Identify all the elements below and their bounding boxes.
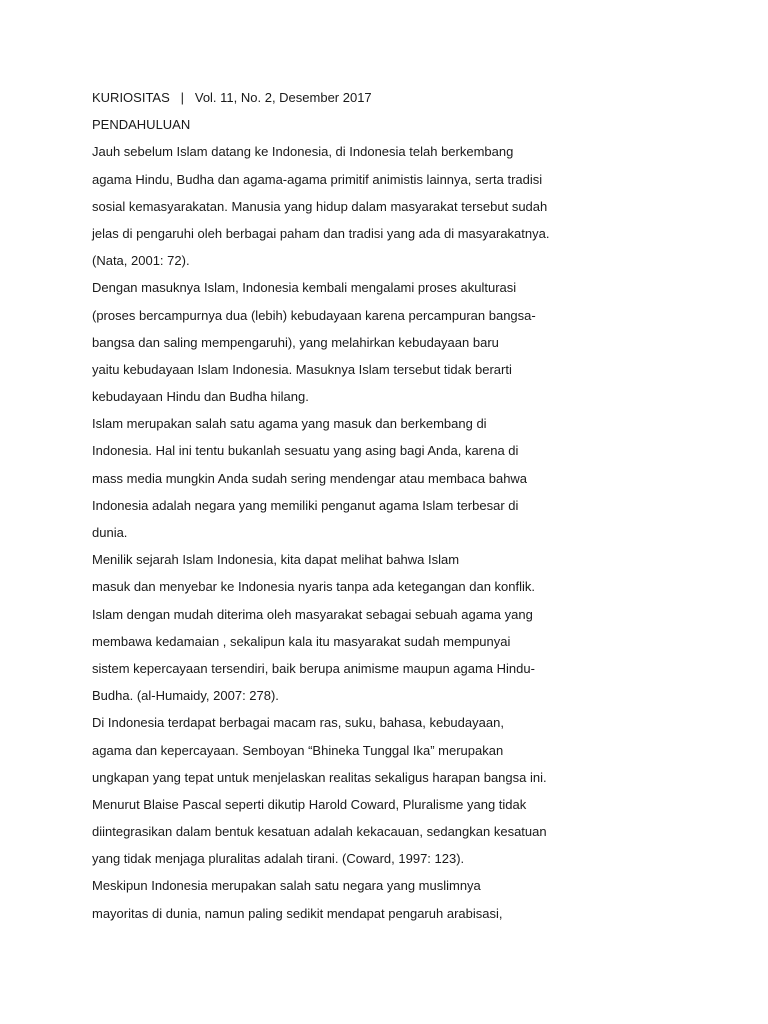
- header-separator: |: [180, 90, 185, 105]
- section-title: PENDAHULUAN: [92, 117, 191, 133]
- text-line: Islam dengan mudah diterima oleh masyarakat sebagai sebuah agama yang: [92, 606, 533, 622]
- text-line: Indonesia. Hal ini tentu bukanlah sesuatu yang asing bagi Anda, karena di: [92, 443, 519, 459]
- issue-info: Vol. 11, No. 2, Desember 2017: [194, 90, 372, 105]
- text-line: mayoritas di dunia, namun paling sedikit mendapat pengaruh arabisasi,: [92, 905, 503, 921]
- text-line: Dengan masuknya Islam, Indonesia kembali mengalami proses akulturasi: [92, 280, 517, 296]
- text-line: sistem kepercayaan tersendiri, baik berupa animisme maupun agama Hindu-: [92, 660, 535, 676]
- journal-name: KURIOSITAS: [92, 90, 170, 105]
- text-line: agama dan kepercayaan. Semboyan “Bhineka Tunggal Ika” merupakan: [92, 742, 504, 758]
- text-line: dunia.: [92, 525, 128, 540]
- text-line: masuk dan menyebar ke Indonesia nyaris tanpa ada ketegangan dan konflik.: [92, 579, 536, 595]
- running-header: [92, 84, 562, 111]
- text-line: kebudayaan Hindu dan Budha hilang.: [92, 389, 309, 405]
- text-line: sosial kemasyarakatan. Manusia yang hidup dalam masyarakat tersebut sudah: [92, 198, 548, 214]
- text-line: Meskipun Indonesia merupakan salah satu negara yang muslimnya: [92, 878, 481, 894]
- text-line: yaitu kebudayaan Islam Indonesia. Masuknya Islam tersebut tidak berarti: [92, 361, 512, 377]
- text-line: Indonesia adalah negara yang memiliki penganut agama Islam terbesar di: [92, 497, 519, 513]
- text-line: Budha. (al-Humaidy, 2007: 278).: [92, 688, 279, 704]
- text-line: membawa kedamaian , sekalipun kala itu masyarakat sudah mempunyai: [92, 633, 511, 649]
- text-line: yang tidak menjaga pluralitas adalah tirani. (Coward, 1997: 123).: [92, 851, 465, 867]
- text-line: Di Indonesia terdapat berbagai macam ras, suku, bahasa, kebudayaan,: [92, 715, 504, 731]
- text-line: agama Hindu, Budha dan agama-agama primitif animistis lainnya, serta tradisi: [92, 171, 543, 187]
- text-line: Jauh sebelum Islam datang ke Indonesia, di Indonesia telah berkembang: [92, 144, 514, 160]
- text-line: mass media mungkin Anda sudah sering mendengar atau membaca bahwa: [92, 470, 528, 486]
- text-line: Menurut Blaise Pascal seperti dikutip Harold Coward, Pluralisme yang tidak: [92, 796, 527, 812]
- text-line: (Nata, 2001: 72).: [92, 253, 190, 269]
- text-line: Islam merupakan salah satu agama yang masuk dan berkembang di: [92, 416, 487, 432]
- text-line: ungkapan yang tepat untuk menjelaskan realitas sekaligus harapan bangsa ini.: [92, 769, 547, 785]
- document-page: [92, 84, 562, 927]
- text-line: diintegrasikan dalam bentuk kesatuan adalah kekacauan, sedangkan kesatuan: [92, 824, 547, 840]
- text-line: bangsa dan saling mempengaruhi), yang melahirkan kebudayaan baru: [92, 334, 499, 350]
- text-line: (proses bercampurnya dua (lebih) kebudayaan karena percampuran bangsa-: [92, 307, 536, 323]
- text-line: jelas di pengaruhi oleh berbagai paham dan tradisi yang ada di masyarakatnya.: [92, 225, 550, 241]
- text-line: Menilik sejarah Islam Indonesia, kita dapat melihat bahwa Islam: [92, 552, 460, 568]
